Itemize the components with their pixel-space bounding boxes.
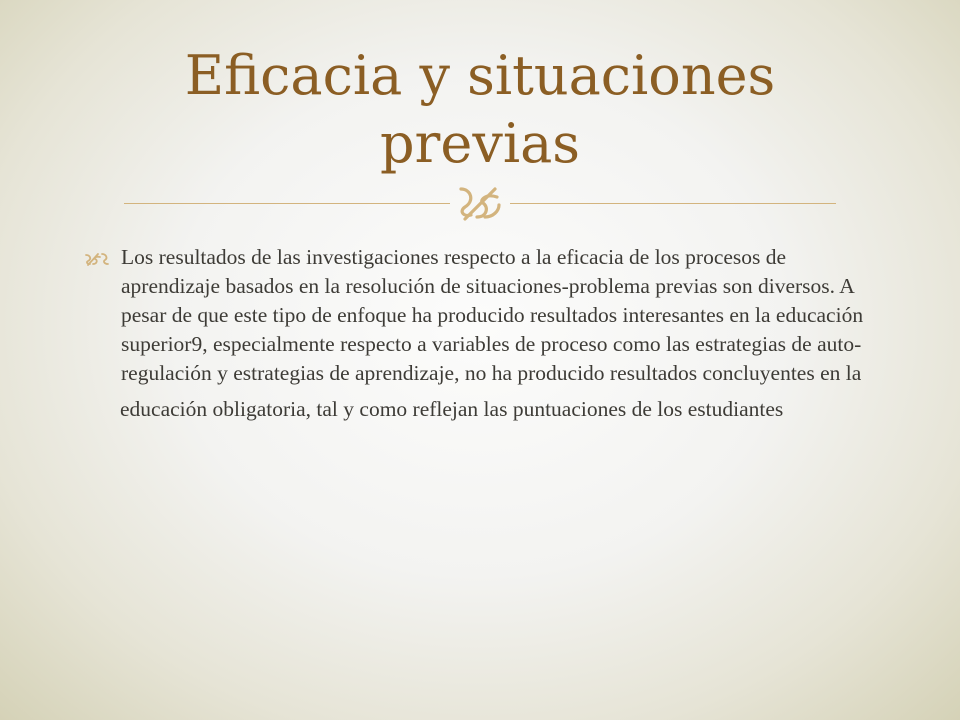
divider-line-right — [510, 203, 836, 204]
ornament-bullet-icon — [84, 252, 110, 266]
bullet-item — [82, 243, 882, 388]
slide-title: Eficacia y situaciones previas — [184, 44, 776, 175]
ornament-icon — [455, 181, 505, 225]
slide-body — [82, 243, 882, 424]
continuation-text: educación obligatoria, tal y como reflejan las puntuaciones de los estudiantes — [120, 397, 784, 421]
bullet-text: Los resultados de las investigaciones respecto a la eficacia de los procesos de aprendizaje basados en la resolución de situaciones-problema previas son diversos. A pesar de que este tipo de enfoque ha producido resultados interesantes en la educación superior9, especialmente respecto a variables de proceso como las estrategias de auto-regulación y estrategias de aprendizaje, no ha producido resultados concluyentes en la — [121, 245, 864, 385]
divider-line-left — [124, 203, 450, 204]
